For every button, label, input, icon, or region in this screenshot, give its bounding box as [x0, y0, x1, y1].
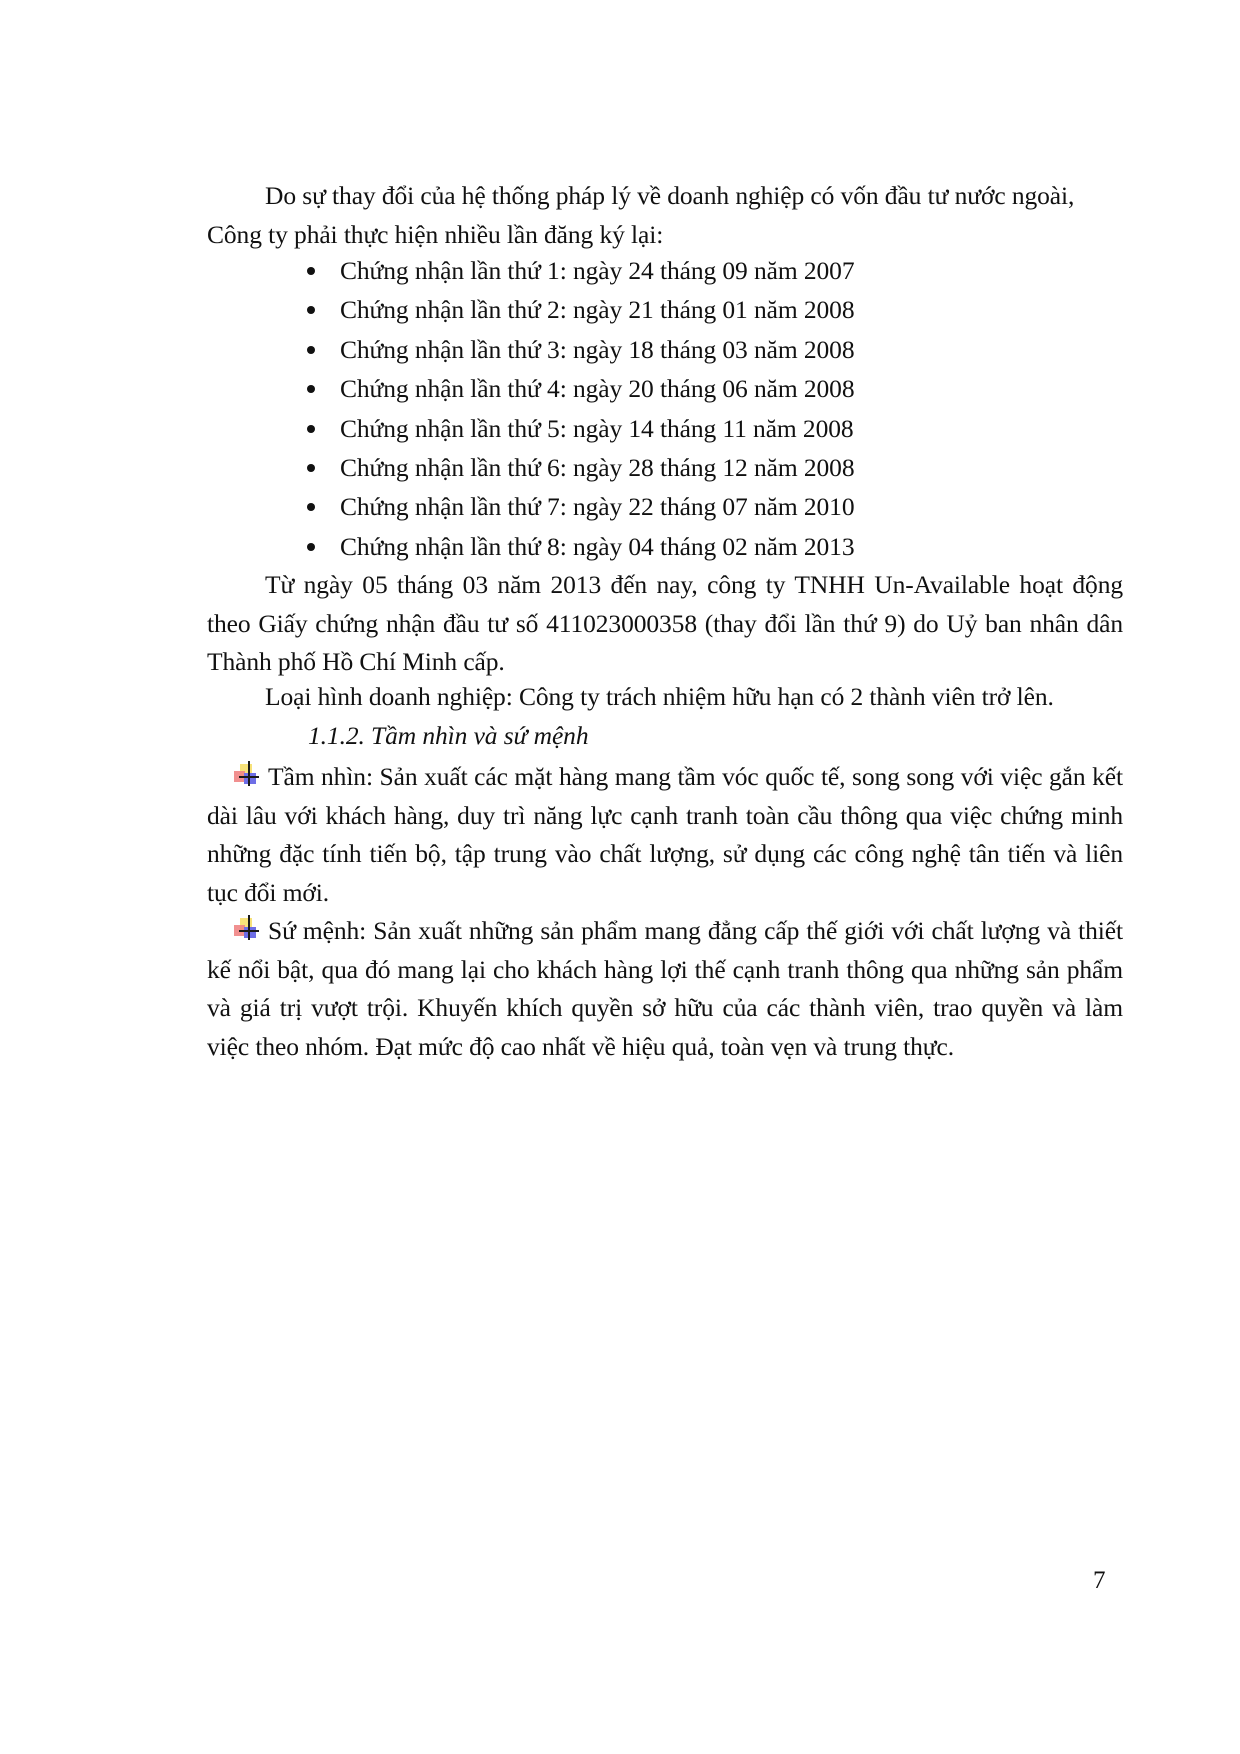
bullet-icon — [307, 346, 315, 354]
business-type-container — [207, 678, 1123, 717]
certification-item-3 — [207, 330, 1123, 369]
certification-text: Chứng nhận lần thứ 8: ngày 04 tháng 02 năm 2013 — [340, 531, 855, 561]
business-type-paragraph: Loại hình doanh nghiệp: Công ty trách nhiệm hữu hạn có 2 thành viên trở lên. — [265, 682, 1054, 711]
mission-container — [207, 912, 1123, 1066]
mission-text: Sứ mệnh: Sản xuất những sản phẩm mang đẳng cấp thế giới với chất lượng và thiết kế nổi bật, qua đó mang lại cho khách hàng lợi thế cạnh tranh thông qua những sản phẩm và giá trị vượt trội. Khuyến khích quyền sở hữu của các thành viên, trao quyền và làm việc theo nhóm. Đạt mức độ cao nhất về hiệu quả, toàn vẹn và trung thực. — [207, 916, 1123, 1061]
intro-line-1 — [207, 177, 1123, 216]
mission-paragraph — [207, 912, 1123, 1066]
colored-squares-bullet-icon — [233, 761, 263, 789]
certification-list-container — [207, 251, 1123, 566]
bullet-icon — [307, 464, 315, 472]
colored-squares-bullet-icon — [233, 915, 263, 943]
certification-text: Chứng nhận lần thứ 5: ngày 14 tháng 11 năm 2008 — [340, 413, 854, 443]
certification-item-5 — [207, 409, 1123, 448]
vision-text: Tầm nhìn: Sản xuất các mặt hàng mang tầm vóc quốc tế, song song với việc gắn kết dài lâu với khách hàng, duy trì năng lực cạnh tranh toàn cầu thông qua việc chứng minh những đặc tính tiến bộ, tập trung vào chất lượng, sử dụng các công nghệ tân tiến và liên tục đổi mới. — [207, 762, 1123, 907]
certification-item-6 — [207, 448, 1123, 487]
certification-text: Chứng nhận lần thứ 7: ngày 22 tháng 07 năm 2010 — [340, 492, 855, 522]
certification-text: Chứng nhận lần thứ 4: ngày 20 tháng 06 năm 2008 — [340, 374, 855, 404]
vision-paragraph — [207, 758, 1123, 912]
bullet-icon — [307, 543, 315, 551]
certification-item-4 — [207, 369, 1123, 408]
certification-list — [207, 251, 1123, 566]
current-license-paragraph: Từ ngày 05 tháng 03 năm 2013 đến nay, công ty TNHH Un-Available hoạt động theo Giấy chứng nhận đầu tư số 411023000358 (thay đổi lần thứ 9) do Uỷ ban nhân dân Thành phố Hồ Chí Minh cấp. — [207, 570, 1123, 676]
intro-line-2 — [207, 216, 1123, 255]
page-number: 7 — [1093, 1567, 1106, 1594]
bullet-icon — [307, 306, 315, 314]
current-license-container — [207, 566, 1123, 682]
bullet-icon — [307, 267, 315, 275]
bullet-icon — [307, 385, 315, 393]
certification-item-1 — [207, 251, 1123, 290]
certification-text: Chứng nhận lần thứ 2: ngày 21 tháng 01 năm 2008 — [340, 295, 855, 325]
section-heading-container — [207, 716, 1123, 756]
certification-item-2 — [207, 290, 1123, 329]
bullet-icon — [307, 425, 315, 433]
intro-paragraph — [207, 177, 1123, 254]
vision-container — [207, 758, 1123, 912]
section-heading: 1.1.2. Tầm nhìn và sứ mệnh — [308, 721, 589, 750]
intro-line-2-text: Công ty phải thực hiện nhiều lần đăng ký lại: — [207, 219, 664, 249]
certification-text: Chứng nhận lần thứ 3: ngày 18 tháng 03 năm 2008 — [340, 334, 855, 364]
certification-text: Chứng nhận lần thứ 1: ngày 24 tháng 09 năm 2007 — [340, 256, 855, 285]
intro-line-1-text: Do sự thay đổi của hệ thống pháp lý về doanh nghiệp có vốn đầu tư nước ngoài, — [265, 181, 1075, 210]
certification-text: Chứng nhận lần thứ 6: ngày 28 tháng 12 năm 2008 — [340, 452, 855, 482]
certification-item-7 — [207, 487, 1123, 526]
bullet-icon — [307, 503, 315, 511]
certification-item-8 — [207, 527, 1123, 566]
